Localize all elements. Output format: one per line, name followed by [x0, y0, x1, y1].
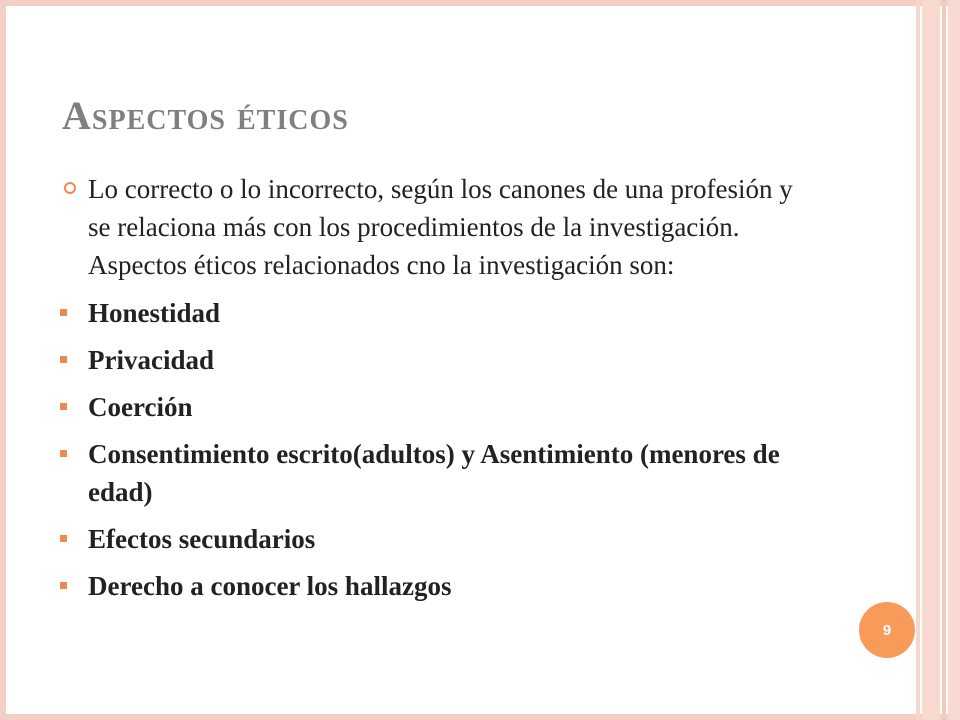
list-item	[60, 520, 820, 558]
slide-title: Aspectos éticos	[62, 93, 349, 138]
decorative-stripes	[916, 0, 960, 720]
stripe	[916, 0, 920, 720]
square-bullet-icon	[60, 309, 67, 316]
square-bullet-icon	[60, 403, 67, 410]
ring-bullet-icon	[64, 182, 76, 194]
stripe	[922, 0, 940, 720]
list-item-label: Coerción	[88, 392, 193, 422]
list-item	[60, 435, 820, 511]
list-item	[60, 388, 820, 426]
list-item	[60, 294, 820, 332]
intro-paragraph	[60, 170, 820, 284]
square-bullet-icon	[60, 356, 67, 363]
slide-border-left	[0, 0, 6, 720]
square-bullet-icon	[60, 535, 67, 542]
intro-text: Lo correcto o lo incorrecto, según los canones de una profesión y se relaciona más con los procedimientos de la investigación. Aspectos éticos relacionados cno la investigación son:	[88, 174, 793, 280]
slide-content	[60, 170, 820, 614]
square-bullet-icon	[60, 582, 67, 589]
aspects-list	[60, 294, 820, 605]
stripe	[948, 0, 960, 720]
page-number-badge: 9	[859, 602, 915, 658]
list-item	[60, 341, 820, 379]
slide-border-top	[0, 0, 960, 6]
list-item	[60, 567, 820, 605]
list-item-label: Honestidad	[88, 298, 221, 328]
list-item-label: Derecho a conocer los hallazgos	[88, 571, 452, 601]
stripe	[942, 0, 946, 720]
list-item-label: Privacidad	[88, 345, 214, 375]
slide-border-bottom	[0, 714, 960, 720]
list-item-label: Consentimiento escrito(adultos) y Asentimiento (menores de edad)	[88, 439, 780, 507]
list-item-label: Efectos secundarios	[88, 524, 316, 554]
square-bullet-icon	[60, 450, 67, 457]
